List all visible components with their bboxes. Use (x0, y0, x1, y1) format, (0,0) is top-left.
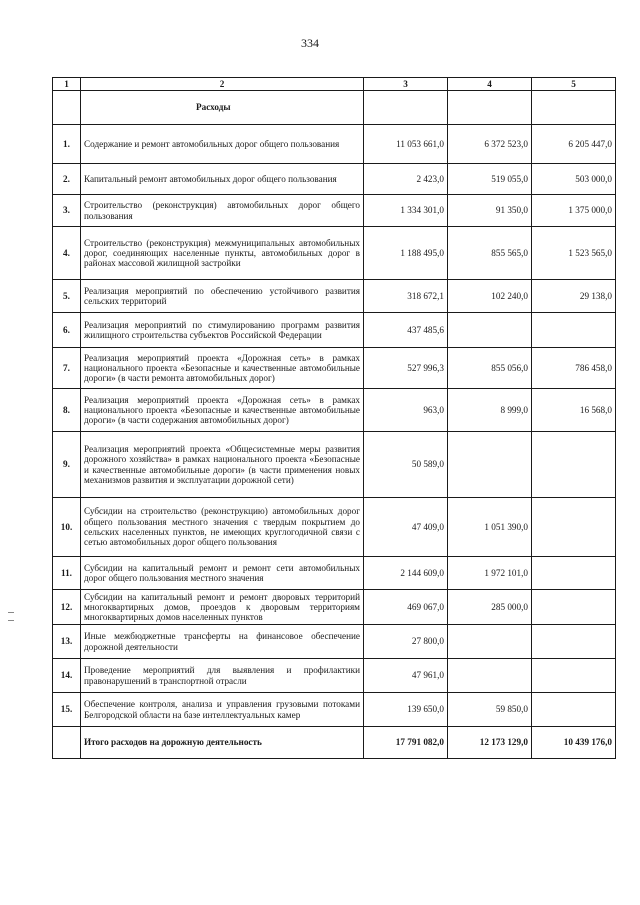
row-value-col4: 285 000,0 (448, 590, 532, 625)
row-description: Реализация мероприятий по обеспечению устойчивого развития сельских территорий (81, 280, 364, 313)
row-value-col3: 139 650,0 (364, 693, 448, 727)
row-value-col3: 1 188 495,0 (364, 227, 448, 280)
row-description: Проведение мероприятий для выявления и профилактики правонарушений в транспортной отрасли (81, 659, 364, 693)
expenses-table (52, 77, 616, 759)
section-row (53, 91, 616, 125)
row-description: Содержание и ремонт автомобильных дорог общего пользования (81, 125, 364, 164)
row-value-col3: 27 800,0 (364, 625, 448, 659)
row-number: 6. (53, 313, 81, 348)
table-row (53, 693, 616, 727)
row-number: 15. (53, 693, 81, 727)
header-cell: 2 (81, 78, 364, 91)
row-description: Строительство (реконструкция) межмуниципальных автомобильных дорог, соединяющих населенные пункты, автомобильных дорог в районах массовой жилищной застройки (81, 227, 364, 280)
row-value-col4 (448, 625, 532, 659)
row-description: Субсидии на капитальный ремонт и ремонт дворовых территорий многоквартирных домов, проездов к дворовым территориям многоквартирных домов населенных пунктов (81, 590, 364, 625)
row-value-col3: 1 334 301,0 (364, 195, 448, 227)
row-value-col3: 527 996,3 (364, 348, 448, 389)
row-number: 4. (53, 227, 81, 280)
margin-mark (8, 612, 14, 613)
row-value-col5 (532, 313, 616, 348)
row-value-col5 (532, 432, 616, 498)
row-description: Капитальный ремонт автомобильных дорог общего пользования (81, 164, 364, 195)
row-value-col4: 102 240,0 (448, 280, 532, 313)
row-value-col4: 855 565,0 (448, 227, 532, 280)
row-value-col5 (532, 625, 616, 659)
row-description: Обеспечение контроля, анализа и управления грузовыми потоками Белгородской области на базе интеллектуальных камер (81, 693, 364, 727)
row-value-col3: 2 423,0 (364, 164, 448, 195)
row-value-col5: 6 205 447,0 (532, 125, 616, 164)
row-number: 2. (53, 164, 81, 195)
header-cell: 3 (364, 78, 448, 91)
row-value-col4 (448, 432, 532, 498)
row-value-col4: 855 056,0 (448, 348, 532, 389)
table-row (53, 389, 616, 432)
total-value-col5: 10 439 176,0 (532, 727, 616, 759)
row-value-col3: 47 961,0 (364, 659, 448, 693)
row-value-col4: 1 051 390,0 (448, 498, 532, 557)
row-value-col3: 50 589,0 (364, 432, 448, 498)
row-value-col5: 1 523 565,0 (532, 227, 616, 280)
total-value-col4: 12 173 129,0 (448, 727, 532, 759)
row-value-col4: 519 055,0 (448, 164, 532, 195)
row-description: Реализация мероприятий проекта «Общесистемные меры развития дорожного хозяйства» в рамках национального проекта «Безопасные и качественные автомобильные дороги» (в части применения новых механизмов развития и эксплуатации дорожной сети) (81, 432, 364, 498)
row-number: 11. (53, 557, 81, 590)
row-value-col5: 16 568,0 (532, 389, 616, 432)
row-description: Реализация мероприятий по стимулированию программ развития жилищного строительства субъектов Российской Федерации (81, 313, 364, 348)
row-value-col5: 786 458,0 (532, 348, 616, 389)
row-value-col3: 963,0 (364, 389, 448, 432)
row-value-col5: 1 375 000,0 (532, 195, 616, 227)
table-row (53, 590, 616, 625)
row-value-col4: 6 372 523,0 (448, 125, 532, 164)
header-cell: 1 (53, 78, 81, 91)
section-title: Расходы (81, 91, 364, 125)
page-number: 334 (301, 36, 319, 50)
row-description: Строительство (реконструкция) автомобильных дорог общего пользования (81, 195, 364, 227)
margin-mark (8, 620, 14, 621)
row-value-col3: 11 053 661,0 (364, 125, 448, 164)
row-number: 12. (53, 590, 81, 625)
row-value-col5: 503 000,0 (532, 164, 616, 195)
table-row (53, 348, 616, 389)
table-row (53, 557, 616, 590)
row-value-col3: 437 485,6 (364, 313, 448, 348)
row-number: 13. (53, 625, 81, 659)
row-description: Иные межбюджетные трансферты на финансовое обеспечение дорожной деятельности (81, 625, 364, 659)
header-cell: 5 (532, 78, 616, 91)
table-row (53, 195, 616, 227)
row-value-col3: 318 672,1 (364, 280, 448, 313)
row-value-col5 (532, 693, 616, 727)
header-cell: 4 (448, 78, 532, 91)
header-row (53, 78, 616, 91)
table-row (53, 659, 616, 693)
table-row (53, 227, 616, 280)
row-value-col5 (532, 557, 616, 590)
row-value-col5 (532, 659, 616, 693)
row-number: 8. (53, 389, 81, 432)
total-number-cell (53, 727, 81, 759)
row-number: 5. (53, 280, 81, 313)
table-row (53, 164, 616, 195)
table-row (53, 625, 616, 659)
row-value-col4 (448, 659, 532, 693)
row-number: 10. (53, 498, 81, 557)
row-number: 9. (53, 432, 81, 498)
row-description: Субсидии на строительство (реконструкцию) автомобильных дорог общего пользования местного значения с твердым покрытием до сельских населенных пунктов, не имеющих круглогодичной связи с сетью автомобильных дорог общего пользования (81, 498, 364, 557)
row-value-col4 (448, 313, 532, 348)
row-number: 14. (53, 659, 81, 693)
row-number: 3. (53, 195, 81, 227)
row-value-col3: 469 067,0 (364, 590, 448, 625)
total-label: Итого расходов на дорожную деятельность (81, 727, 364, 759)
row-value-col3: 2 144 609,0 (364, 557, 448, 590)
table-row (53, 432, 616, 498)
row-value-col4: 1 972 101,0 (448, 557, 532, 590)
table-row (53, 280, 616, 313)
row-value-col5 (532, 590, 616, 625)
total-row (53, 727, 616, 759)
row-value-col4: 91 350,0 (448, 195, 532, 227)
row-value-col4: 59 850,0 (448, 693, 532, 727)
row-number: 1. (53, 125, 81, 164)
table-row (53, 125, 616, 164)
row-description: Реализация мероприятий проекта «Дорожная сеть» в рамках национального проекта «Безопасные и качественные автомобильные дороги» (в части содержания автомобильных дорог) (81, 389, 364, 432)
table-row (53, 498, 616, 557)
row-value-col5 (532, 498, 616, 557)
total-value-col3: 17 791 082,0 (364, 727, 448, 759)
row-value-col5: 29 138,0 (532, 280, 616, 313)
row-description: Реализация мероприятий проекта «Дорожная сеть» в рамках национального проекта «Безопасные и качественные автомобильные дороги» (в части ремонта автомобильных дорог) (81, 348, 364, 389)
row-number: 7. (53, 348, 81, 389)
row-description: Субсидии на капитальный ремонт и ремонт сети автомобильных дорог общего пользования местного значения (81, 557, 364, 590)
table-row (53, 313, 616, 348)
row-value-col3: 47 409,0 (364, 498, 448, 557)
row-value-col4: 8 999,0 (448, 389, 532, 432)
